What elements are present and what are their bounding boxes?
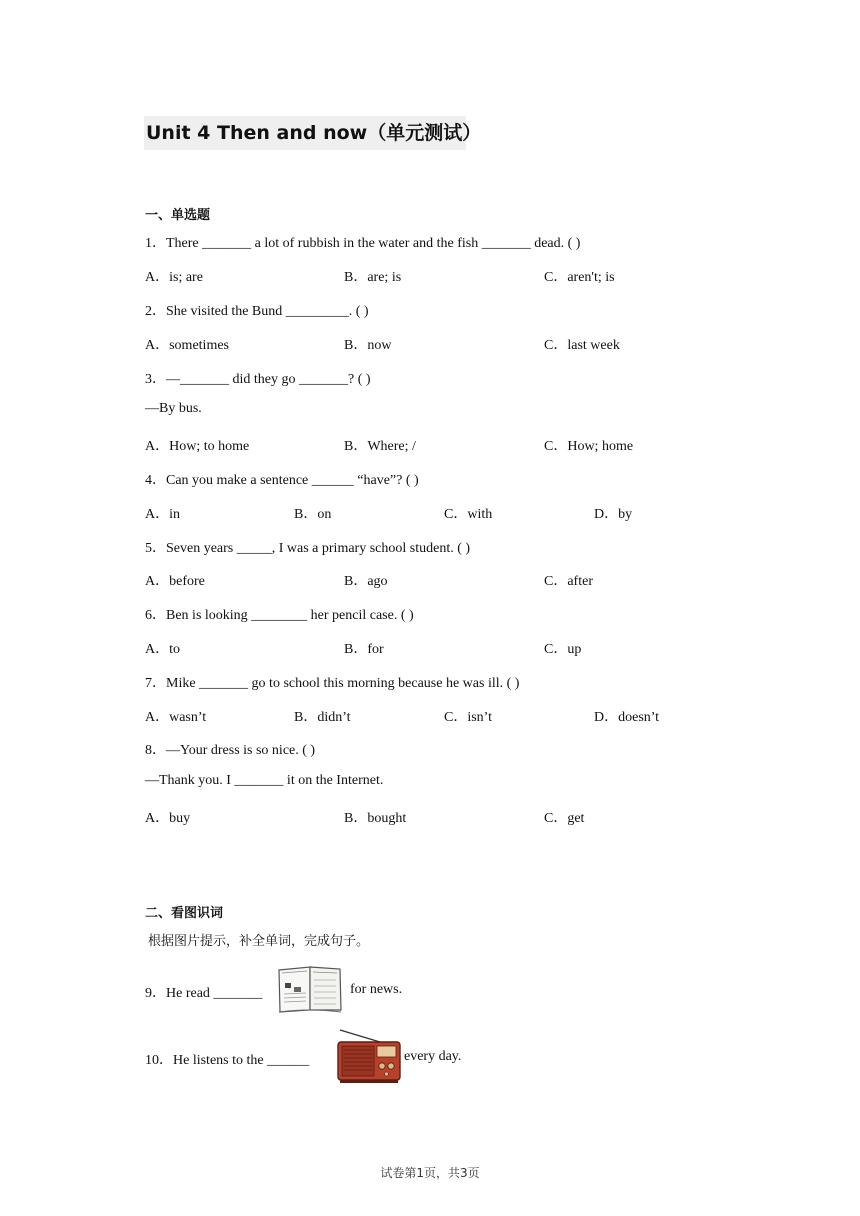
- question-5: 5．Seven years _____, I was a primary school student. ( ): [145, 541, 471, 556]
- q8-option-c[interactable]: C．get: [544, 811, 585, 826]
- q4-option-b[interactable]: B．on: [294, 507, 332, 522]
- question-3-reply: —By bus.: [145, 401, 202, 416]
- q7-option-a[interactable]: A．wasn’t: [145, 710, 207, 725]
- q7-option-c[interactable]: C．isn’t: [444, 710, 492, 725]
- q1-option-c[interactable]: C．aren't; is: [544, 270, 615, 285]
- question-10-after: every day.: [404, 1049, 462, 1064]
- question-1: 1．There _______ a lot of rubbish in the water and the fish _______ dead. ( ): [145, 236, 581, 251]
- question-9-before: 9．He read _______: [145, 986, 263, 1001]
- q7-option-d[interactable]: D．doesn’t: [594, 710, 660, 725]
- section-heading-picture-words: 二、看图识词: [145, 906, 224, 921]
- q3-option-b[interactable]: B．Where; /: [344, 439, 416, 454]
- q1-option-b[interactable]: B．are; is: [344, 270, 402, 285]
- q4-option-a[interactable]: A．in: [145, 507, 180, 522]
- q5-option-c[interactable]: C．after: [544, 574, 593, 589]
- question-3: 3．—_______ did they go _______? ( ): [145, 372, 371, 387]
- q2-option-c[interactable]: C．last week: [544, 338, 620, 353]
- question-9-after: for news.: [350, 982, 403, 997]
- question-6: 6．Ben is looking ________ her pencil case. ( ): [145, 608, 414, 623]
- q8-option-b[interactable]: B．bought: [344, 811, 407, 826]
- q2-option-a[interactable]: A．sometimes: [145, 338, 229, 353]
- q6-option-b[interactable]: B．for: [344, 642, 384, 657]
- q3-option-c[interactable]: C．How; home: [544, 439, 634, 454]
- radio-icon: [334, 1028, 404, 1084]
- q6-option-a[interactable]: A．to: [145, 642, 180, 657]
- q2-option-b[interactable]: B．now: [344, 338, 392, 353]
- question-8: 8．—Your dress is so nice. ( ): [145, 743, 316, 758]
- question-10-before: 10．He listens to the ______: [145, 1053, 310, 1068]
- q8-option-a[interactable]: A．buy: [145, 811, 191, 826]
- q5-option-b[interactable]: B．ago: [344, 574, 388, 589]
- q6-option-c[interactable]: C．up: [544, 642, 582, 657]
- q4-option-d[interactable]: D．by: [594, 507, 633, 522]
- newspaper-icon: [276, 964, 344, 1014]
- question-4: 4．Can you make a sentence ______ “have”? ( ): [145, 473, 419, 488]
- q3-option-a[interactable]: A．How; to home: [145, 439, 250, 454]
- section-heading-single-choice: 一、单选题: [145, 208, 211, 223]
- q7-option-b[interactable]: B．didn’t: [294, 710, 351, 725]
- page-footer: 试卷第1页，共3页: [380, 1166, 480, 1180]
- q5-option-a[interactable]: A．before: [145, 574, 205, 589]
- q4-option-c[interactable]: C．with: [444, 507, 493, 522]
- page-title: Unit 4 Then and now（单元测试）: [144, 116, 466, 150]
- question-8-reply: —Thank you. I _______ it on the Internet.: [145, 773, 384, 788]
- question-2: 2．She visited the Bund _________. ( ): [145, 304, 369, 319]
- section-instruction: 根据图片提示，补全单词，完成句子。: [148, 934, 370, 949]
- question-7: 7．Mike _______ go to school this morning because he was ill. ( ): [145, 676, 520, 691]
- q1-option-a[interactable]: A．is; are: [145, 270, 203, 285]
